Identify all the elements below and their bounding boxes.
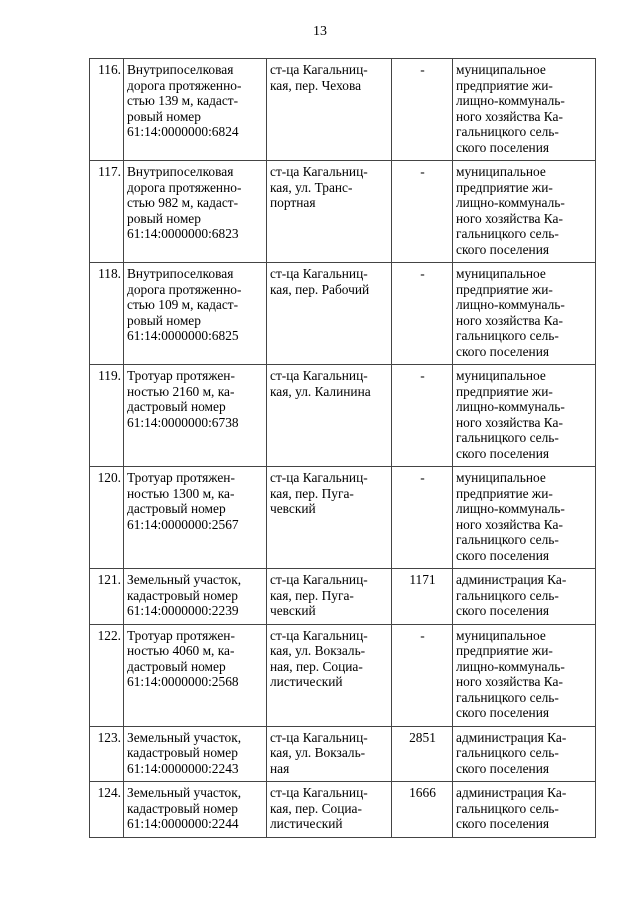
table-row bbox=[90, 161, 596, 263]
owner-line: ского поселения bbox=[456, 816, 550, 831]
owner-line: лищно-коммуналь- bbox=[456, 399, 565, 414]
address-line: ст-ца Кагальниц- bbox=[270, 470, 368, 485]
owner-line: предприятие жи- bbox=[456, 77, 553, 93]
object-name-line: 61:14:0000000:6825 bbox=[127, 328, 239, 343]
owner-line: ного хозяйства Ка- bbox=[456, 210, 563, 226]
owner-line: гальницкого сель- bbox=[456, 532, 559, 547]
object-name-line: ровый номер bbox=[127, 312, 201, 328]
address-line: кая, ул. Калинина bbox=[270, 383, 371, 399]
object-name-line: Тротуар протяжен- bbox=[127, 627, 235, 643]
address-cell bbox=[267, 365, 392, 467]
area-cell: - bbox=[392, 624, 453, 726]
object-name-line: стью 982 м, кадаст- bbox=[127, 195, 239, 210]
address-line: ст-ца Кагальниц- bbox=[270, 785, 368, 800]
owner-cell bbox=[453, 782, 596, 838]
object-name-line: Внутрипоселковая bbox=[127, 266, 234, 281]
object-name-line: дорога протяженно- bbox=[127, 77, 242, 93]
owner-line: муниципальное bbox=[456, 627, 546, 643]
object-name-line: кадастровый номер bbox=[127, 745, 238, 760]
address-line: ст-ца Кагальниц- bbox=[270, 627, 368, 643]
table-body bbox=[90, 59, 596, 838]
owner-line: гальницкого сель- bbox=[456, 430, 559, 445]
page-number: 13 bbox=[313, 24, 327, 39]
owner-line: муниципальное bbox=[456, 164, 546, 179]
owner-cell bbox=[453, 569, 596, 625]
address-line: ст-ца Кагальниц- bbox=[270, 62, 368, 77]
owner-line: гальницкого сель- bbox=[456, 689, 559, 705]
owner-line: гальницкого сель- bbox=[456, 124, 559, 139]
owner-line: администрация Ка- bbox=[456, 729, 567, 745]
object-name-line: 61:14:0000000:2239 bbox=[127, 603, 239, 618]
owner-cell bbox=[453, 467, 596, 569]
address-line: кая, пер. Пуга- bbox=[270, 485, 354, 501]
row-number: 119. bbox=[90, 365, 124, 467]
object-name-line: ровый номер bbox=[127, 108, 201, 124]
address-line: портная bbox=[270, 195, 316, 210]
address-line: кая, пер. Пуга- bbox=[270, 587, 354, 603]
owner-line: лищно-коммуналь- bbox=[456, 297, 565, 312]
owner-line: муниципальное bbox=[456, 470, 546, 485]
owner-line: лищно-коммуналь- bbox=[456, 93, 565, 108]
object-name-cell bbox=[124, 782, 267, 838]
address-cell bbox=[267, 726, 392, 782]
row-number: 123. bbox=[90, 726, 124, 782]
address-cell bbox=[267, 782, 392, 838]
address-line: чевский bbox=[270, 501, 316, 516]
row-number: 124. bbox=[90, 782, 124, 838]
area-cell: - bbox=[392, 365, 453, 467]
area-cell: - bbox=[392, 467, 453, 569]
owner-line: лищно-коммуналь- bbox=[456, 195, 565, 210]
address-line: кая, пер. Социа- bbox=[270, 800, 362, 816]
owner-line: администрация Ка- bbox=[456, 572, 567, 587]
owner-line: ского поселения bbox=[456, 603, 550, 618]
owner-cell bbox=[453, 726, 596, 782]
object-name-line: Внутрипоселковая bbox=[127, 164, 234, 179]
owner-line: предприятие жи- bbox=[456, 179, 553, 195]
address-line: ная bbox=[270, 760, 290, 776]
address-line: листический bbox=[270, 674, 343, 689]
owner-line: ного хозяйства Ка- bbox=[456, 516, 563, 532]
object-name-line: кадастровый номер bbox=[127, 800, 238, 816]
object-name-line: ностью 4060 м, ка- bbox=[127, 643, 235, 658]
table-row bbox=[90, 569, 596, 625]
object-name-line: ровый номер bbox=[127, 210, 201, 226]
address-cell bbox=[267, 161, 392, 263]
property-registry-table bbox=[89, 58, 596, 838]
object-name-line: Земельный участок, bbox=[127, 785, 242, 800]
object-name-line: Внутрипоселковая bbox=[127, 62, 234, 77]
owner-line: муниципальное bbox=[456, 62, 546, 77]
address-line: кая, ул. Вокзаль- bbox=[270, 643, 366, 658]
table-row bbox=[90, 782, 596, 838]
area-cell: 1666 bbox=[392, 782, 453, 838]
table-row bbox=[90, 467, 596, 569]
owner-line: гальницкого сель- bbox=[456, 226, 559, 241]
owner-line: муниципальное bbox=[456, 368, 546, 383]
object-name-line: 61:14:0000000:6824 bbox=[127, 124, 239, 139]
address-line: ст-ца Кагальниц- bbox=[270, 368, 368, 383]
object-name-cell bbox=[124, 624, 267, 726]
object-name-line: дорога протяженно- bbox=[127, 281, 242, 297]
owner-line: гальницкого сель- bbox=[456, 587, 559, 603]
object-name-line: стью 109 м, кадаст- bbox=[127, 297, 239, 312]
object-name-line: ностью 2160 м, ка- bbox=[127, 383, 235, 399]
object-name-cell bbox=[124, 569, 267, 625]
address-line: кая, ул. Транс- bbox=[270, 179, 353, 195]
owner-line: ского поселения bbox=[456, 241, 550, 257]
owner-line: ского поселения bbox=[456, 139, 550, 155]
owner-line: ского поселения bbox=[456, 445, 550, 461]
object-name-line: 61:14:0000000:2244 bbox=[127, 816, 239, 831]
object-name-line: Тротуар протяжен- bbox=[127, 470, 235, 485]
table-row bbox=[90, 263, 596, 365]
object-name-line: Земельный участок, bbox=[127, 729, 242, 745]
table-row bbox=[90, 726, 596, 782]
owner-cell bbox=[453, 263, 596, 365]
owner-line: ного хозяйства Ка- bbox=[456, 414, 563, 430]
owner-line: ного хозяйства Ка- bbox=[456, 108, 563, 124]
owner-line: гальницкого сель- bbox=[456, 328, 559, 343]
owner-line: лищно-коммуналь- bbox=[456, 501, 565, 516]
table-row bbox=[90, 624, 596, 726]
row-number: 116. bbox=[90, 59, 124, 161]
owner-line: ского поселения bbox=[456, 343, 550, 359]
owner-cell bbox=[453, 161, 596, 263]
area-cell: - bbox=[392, 59, 453, 161]
object-name-cell bbox=[124, 726, 267, 782]
owner-line: предприятие жи- bbox=[456, 643, 553, 658]
row-number: 121. bbox=[90, 569, 124, 625]
address-line: кая, ул. Вокзаль- bbox=[270, 745, 366, 760]
owner-line: муниципальное bbox=[456, 266, 546, 281]
address-line: чевский bbox=[270, 603, 316, 618]
address-line: ст-ца Кагальниц- bbox=[270, 729, 368, 745]
object-name-cell bbox=[124, 365, 267, 467]
row-number: 117. bbox=[90, 161, 124, 263]
object-name-line: дорога протяженно- bbox=[127, 179, 242, 195]
owner-line: ского поселения bbox=[456, 547, 550, 563]
area-cell: - bbox=[392, 263, 453, 365]
area-cell: 1171 bbox=[392, 569, 453, 625]
owner-cell bbox=[453, 59, 596, 161]
owner-line: лищно-коммуналь- bbox=[456, 658, 565, 674]
address-line: листический bbox=[270, 816, 343, 831]
owner-line: ного хозяйства Ка- bbox=[456, 312, 563, 328]
owner-line: предприятие жи- bbox=[456, 383, 553, 399]
owner-line: ского поселения bbox=[456, 760, 550, 776]
object-name-line: дастровый номер bbox=[127, 658, 226, 674]
address-cell bbox=[267, 467, 392, 569]
object-name-cell bbox=[124, 467, 267, 569]
object-name-line: дастровый номер bbox=[127, 399, 226, 414]
row-number: 118. bbox=[90, 263, 124, 365]
object-name-line: Земельный участок, bbox=[127, 572, 242, 587]
owner-line: ского поселения bbox=[456, 705, 550, 720]
owner-line: гальницкого сель- bbox=[456, 745, 559, 760]
owner-line: гальницкого сель- bbox=[456, 800, 559, 816]
object-name-line: дастровый номер bbox=[127, 501, 226, 516]
address-line: кая, пер. Чехова bbox=[270, 77, 362, 93]
address-cell bbox=[267, 569, 392, 625]
object-name-line: 61:14:0000000:6823 bbox=[127, 226, 239, 241]
row-number: 122. bbox=[90, 624, 124, 726]
table-row bbox=[90, 59, 596, 161]
object-name-line: 61:14:0000000:2243 bbox=[127, 760, 239, 776]
object-name-line: кадастровый номер bbox=[127, 587, 238, 603]
area-cell: - bbox=[392, 161, 453, 263]
owner-line: ного хозяйства Ка- bbox=[456, 674, 563, 689]
owner-line: предприятие жи- bbox=[456, 485, 553, 501]
address-cell bbox=[267, 263, 392, 365]
address-line: ная, пер. Социа- bbox=[270, 658, 363, 674]
address-line: кая, пер. Рабочий bbox=[270, 281, 370, 297]
table-row bbox=[90, 365, 596, 467]
address-cell bbox=[267, 59, 392, 161]
address-line: ст-ца Кагальниц- bbox=[270, 572, 368, 587]
object-name-line: стью 139 м, кадаст- bbox=[127, 93, 239, 108]
row-number: 120. bbox=[90, 467, 124, 569]
address-line: ст-ца Кагальниц- bbox=[270, 164, 368, 179]
object-name-line: Тротуар протяжен- bbox=[127, 368, 235, 383]
owner-cell bbox=[453, 624, 596, 726]
object-name-cell bbox=[124, 263, 267, 365]
object-name-line: 61:14:0000000:2567 bbox=[127, 516, 239, 532]
object-name-cell bbox=[124, 59, 267, 161]
address-cell bbox=[267, 624, 392, 726]
area-cell: 2851 bbox=[392, 726, 453, 782]
owner-cell bbox=[453, 365, 596, 467]
owner-line: администрация Ка- bbox=[456, 785, 567, 800]
object-name-line: ностью 1300 м, ка- bbox=[127, 485, 235, 501]
object-name-line: 61:14:0000000:6738 bbox=[127, 414, 239, 430]
address-line: ст-ца Кагальниц- bbox=[270, 266, 368, 281]
object-name-cell bbox=[124, 161, 267, 263]
owner-line: предприятие жи- bbox=[456, 281, 553, 297]
object-name-line: 61:14:0000000:2568 bbox=[127, 674, 239, 689]
